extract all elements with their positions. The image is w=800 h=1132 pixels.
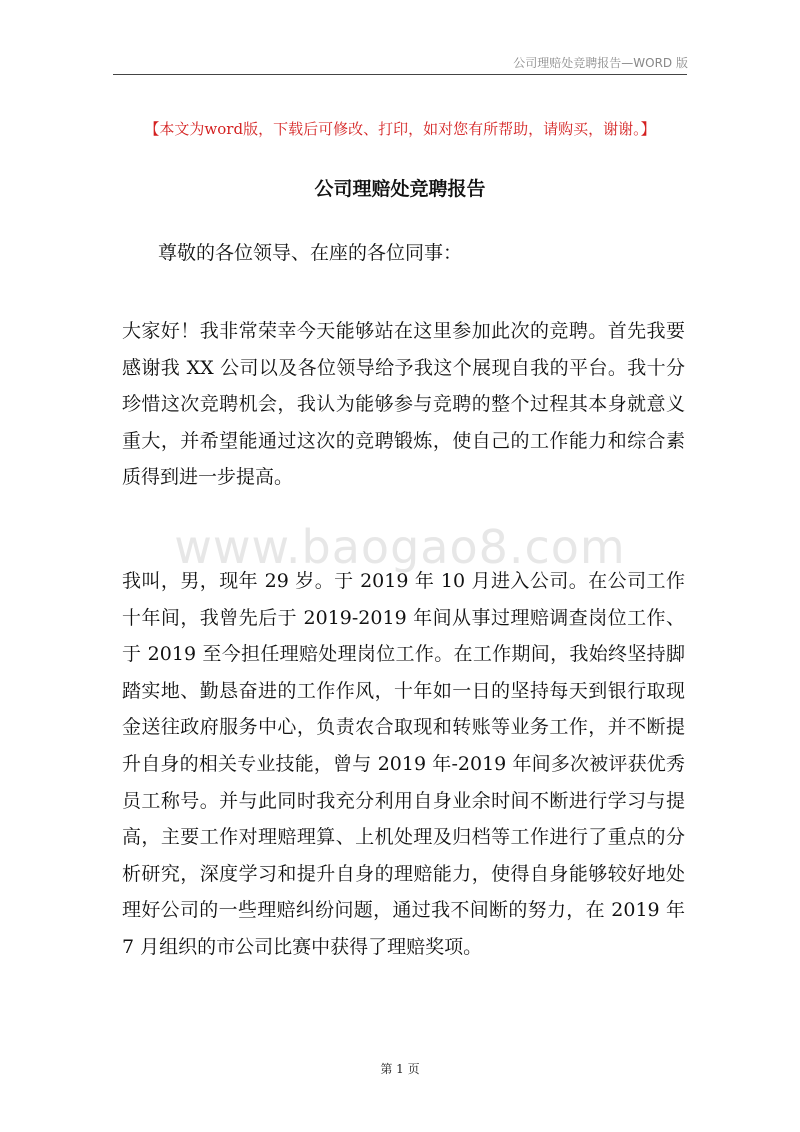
page-number: 第 1 页 [380,1062,420,1076]
header-divider [113,74,687,75]
watermark: www.baogao8.com [174,520,626,574]
paragraph-intro: 大家好！我非常荣幸今天能够站在这里参加此次的竞聘。首先我要感谢我 XX 公司以及各位领导给予我这个展现自我的平台。我十分珍惜这次竞聘机会，我认为能够参与竞聘的整个过程其本身就意义重大，并希望能通过这次的竞聘锻炼，使自己的工作能力和综合素质得到进一步提高。 [122,320,685,489]
paragraph-background: 我叫，男，现年 29 岁。于 2019 年 10 月进入公司。在公司工作十年间，我曾先后于 2019-2019 年间从事过理赔调查岗位工作、于 2019 至今担任理赔处理岗位工作。在工作期间，我始终坚持脚踏实地、勤恳奋进的工作作风，十年如一日的坚持每天到银行取现金送往政府服务中心，负责农合取现和转账等业务工作，并不断提升自身的相关专业技能，曾与 2019 年-2019 年间多次被评获优秀员工称号。并与此同时我充分利用自身业余时间不断进行学习与提高，主要工作对理赔理算、上机处理及归档等工作进行了重点的分析研究，深度学习和提升自身的理赔能力，使得自身能够较好地处理好公司的一些理赔纠纷问题，通过我不间断的努力，在 2019 年 7 月组织的市公司比赛中获得了理赔奖项。 [122,570,685,958]
document-title: 公司理赔处竞聘报告 [314,178,486,200]
running-header: 公司理赔处竞聘报告—WORD 版 [513,56,688,70]
download-notice: 【本文为word版，下载后可修改、打印，如对您有所帮助，请购买，谢谢。】 [144,120,656,138]
salutation: 尊敬的各位领导、在座的各位同事： [158,242,463,264]
